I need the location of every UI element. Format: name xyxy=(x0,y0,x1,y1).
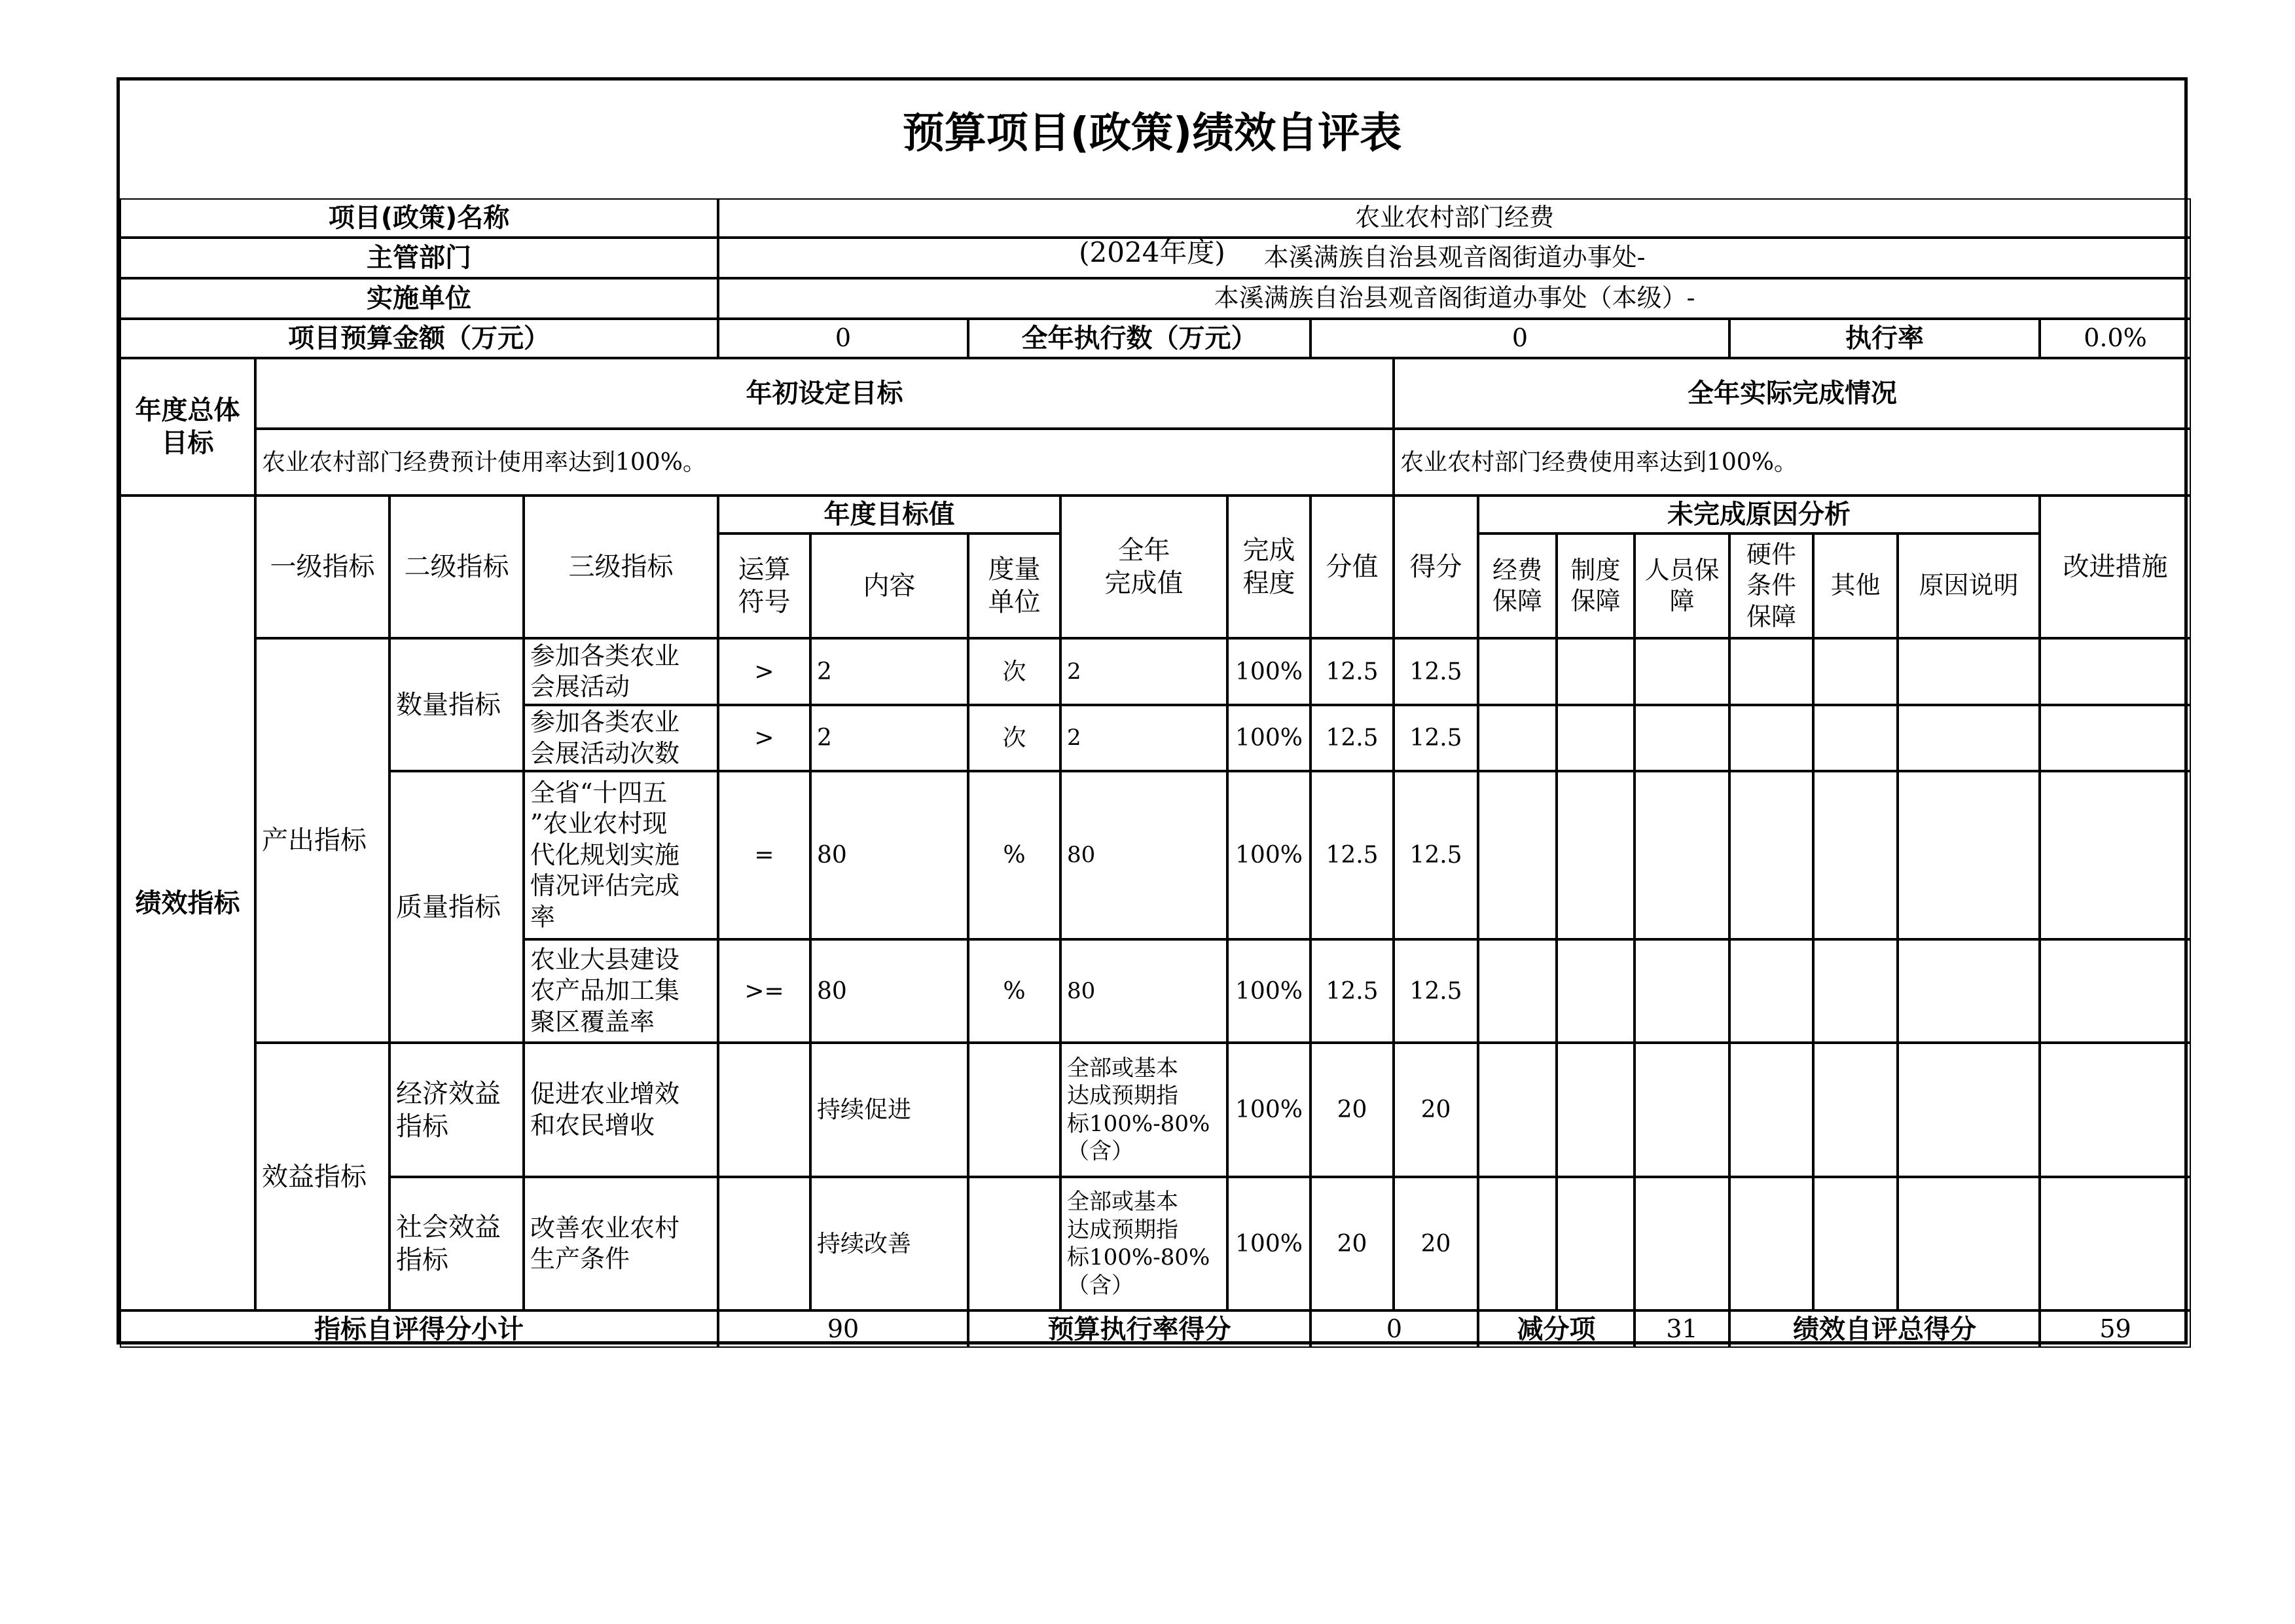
empty-cell xyxy=(1557,1177,1635,1310)
reason-other-header: 其他 xyxy=(1813,533,1898,638)
score-cell: 12.5 xyxy=(1394,638,1478,705)
execution-rate-label: 执行率 xyxy=(1729,319,2040,358)
empty-cell xyxy=(1813,1177,1898,1310)
completion-degree-cell: 100% xyxy=(1227,638,1310,705)
completion-degree-header: 完成 程度 xyxy=(1227,496,1310,638)
indicator-name: 参加各类农业 会展活动 xyxy=(524,638,718,705)
empty-cell xyxy=(1635,939,1729,1043)
quality-indicator-group: 质量指标 xyxy=(389,771,524,1043)
empty-cell xyxy=(1478,638,1557,705)
reason-system-header: 制度 保障 xyxy=(1557,533,1635,638)
empty-cell xyxy=(1557,1043,1635,1177)
quantity-indicator-group: 数量指标 xyxy=(389,638,524,771)
score-value-cell: 20 xyxy=(1310,1043,1394,1177)
unit-cell: 次 xyxy=(968,705,1060,771)
score-value-cell: 12.5 xyxy=(1310,939,1394,1043)
annual-goal-label: 年度总体 目标 xyxy=(120,358,255,496)
completion-degree-cell: 100% xyxy=(1227,705,1310,771)
page-title: 预算项目(政策)绩效自评表 xyxy=(902,109,1402,158)
target-content-cell: 2 xyxy=(810,638,968,705)
completion-degree-cell: 100% xyxy=(1227,1177,1310,1310)
empty-cell xyxy=(2040,638,2191,705)
empty-cell xyxy=(1635,1177,1729,1310)
empty-cell xyxy=(1729,1177,1813,1310)
score-cell: 20 xyxy=(1394,1177,1478,1310)
empty-cell xyxy=(1635,705,1729,771)
empty-cell xyxy=(1557,771,1635,939)
empty-cell xyxy=(2040,939,2191,1043)
budget-score-label: 预算执行率得分 xyxy=(968,1310,1310,1348)
empty-cell xyxy=(2040,705,2191,771)
unit-cell: % xyxy=(968,771,1060,939)
subtotal-label: 指标自评得分小计 xyxy=(120,1310,718,1348)
empty-cell xyxy=(2040,1043,2191,1177)
actual-value-cell: 全部或基本 达成预期指 标100%-80% （含） xyxy=(1060,1177,1227,1310)
empty-cell xyxy=(1635,1043,1729,1177)
empty-cell xyxy=(1898,705,2040,771)
score-cell: 12.5 xyxy=(1394,771,1478,939)
department-value: 本溪满族自治县观音阁街道办事处- xyxy=(718,238,2191,278)
page-subtitle: (2024年度) xyxy=(1079,236,1225,268)
indicator-name: 改善农业农村 生产条件 xyxy=(524,1177,718,1310)
empty-cell xyxy=(1478,1043,1557,1177)
empty-cell xyxy=(1478,771,1557,939)
operator-cell: > xyxy=(718,638,810,705)
unit-cell: % xyxy=(968,939,1060,1043)
project-name-value: 农业农村部门经费 xyxy=(718,198,2191,238)
target-content-cell: 80 xyxy=(810,939,968,1043)
empty-cell xyxy=(1478,705,1557,771)
initial-goal-header: 年初设定目标 xyxy=(255,358,1394,429)
empty-cell xyxy=(1813,771,1898,939)
annual-target-header: 年度目标值 xyxy=(718,496,1060,533)
score-header: 得分 xyxy=(1394,496,1478,638)
actual-value-header: 全年 完成值 xyxy=(1060,496,1227,638)
empty-cell xyxy=(1898,771,2040,939)
empty-cell xyxy=(1813,939,1898,1043)
indicator-name: 促进农业增效 和农民增收 xyxy=(524,1043,718,1177)
empty-cell xyxy=(2040,1177,2191,1310)
score-value-cell: 20 xyxy=(1310,1177,1394,1310)
actual-value-cell: 全部或基本 达成预期指 标100%-80% （含） xyxy=(1060,1043,1227,1177)
actual-completion-text: 农业农村部门经费使用率达到100%。 xyxy=(1394,429,2191,496)
score-value-cell: 12.5 xyxy=(1310,638,1394,705)
actual-completion-header: 全年实际完成情况 xyxy=(1394,358,2191,429)
execution-rate-value: 0.0% xyxy=(2040,319,2191,358)
execution-amount-label: 全年执行数（万元） xyxy=(968,319,1310,358)
actual-value-cell: 80 xyxy=(1060,939,1227,1043)
target-content-cell: 2 xyxy=(810,705,968,771)
deduction-label: 减分项 xyxy=(1478,1310,1635,1348)
empty-cell xyxy=(1557,705,1635,771)
operator-cell xyxy=(718,1043,810,1177)
empty-cell xyxy=(1898,1177,2040,1310)
empty-cell xyxy=(2040,771,2191,939)
score-value-header: 分值 xyxy=(1310,496,1394,638)
execution-amount-value: 0 xyxy=(1310,319,1729,358)
performance-indicator-label: 绩效指标 xyxy=(120,496,255,1310)
target-content-cell: 持续改善 xyxy=(810,1177,968,1310)
content-header: 内容 xyxy=(810,533,968,638)
total-score-value: 59 xyxy=(2040,1310,2191,1348)
unit-cell xyxy=(968,1177,1060,1310)
empty-cell xyxy=(1898,1043,2040,1177)
score-cell: 12.5 xyxy=(1394,705,1478,771)
level1-header: 一级指标 xyxy=(255,496,389,638)
indicator-name: 参加各类农业 会展活动次数 xyxy=(524,705,718,771)
empty-cell xyxy=(1813,705,1898,771)
reason-funding-header: 经费 保障 xyxy=(1478,533,1557,638)
social-indicator-group: 社会效益 指标 xyxy=(389,1177,524,1310)
empty-cell xyxy=(1729,1043,1813,1177)
empty-cell xyxy=(1729,705,1813,771)
benefit-indicator-group: 效益指标 xyxy=(255,1043,389,1310)
self-evaluation-table xyxy=(117,77,2188,1344)
deduction-value: 31 xyxy=(1635,1310,1729,1348)
empty-cell xyxy=(1898,638,2040,705)
empty-cell xyxy=(1635,771,1729,939)
empty-cell xyxy=(1557,939,1635,1043)
empty-cell xyxy=(1729,939,1813,1043)
completion-degree-cell: 100% xyxy=(1227,771,1310,939)
reason-analysis-header: 未完成原因分析 xyxy=(1478,496,2040,533)
empty-cell xyxy=(1478,1177,1557,1310)
empty-cell xyxy=(1813,1043,1898,1177)
project-name-label: 项目(政策)名称 xyxy=(120,198,718,238)
target-content-cell: 持续促进 xyxy=(810,1043,968,1177)
operator-cell: >= xyxy=(718,939,810,1043)
indicator-name: 农业大县建设 农产品加工集 聚区覆盖率 xyxy=(524,939,718,1043)
level2-header: 二级指标 xyxy=(389,496,524,638)
empty-cell xyxy=(1813,638,1898,705)
reason-hardware-header: 硬件 条件 保障 xyxy=(1729,533,1813,638)
budget-score-value: 0 xyxy=(1310,1310,1478,1348)
budget-amount-value: 0 xyxy=(718,319,968,358)
level3-header: 三级指标 xyxy=(524,496,718,638)
operator-header: 运算 符号 xyxy=(718,533,810,638)
empty-cell xyxy=(1478,939,1557,1043)
budget-amount-label: 项目预算金额（万元） xyxy=(120,319,718,358)
empty-cell xyxy=(1729,771,1813,939)
empty-cell xyxy=(1557,638,1635,705)
operator-cell: = xyxy=(718,771,810,939)
improvement-header: 改进措施 xyxy=(2040,496,2191,638)
target-content-cell: 80 xyxy=(810,771,968,939)
score-value-cell: 12.5 xyxy=(1310,771,1394,939)
indicator-name: 全省“十四五 ”农业农村现 代化规划实施 情况评估完成 率 xyxy=(524,771,718,939)
unit-cell: 次 xyxy=(968,638,1060,705)
implementing-unit-value: 本溪满族自治县观音阁街道办事处（本级）- xyxy=(718,278,2191,319)
completion-degree-cell: 100% xyxy=(1227,939,1310,1043)
completion-degree-cell: 100% xyxy=(1227,1043,1310,1177)
department-label: 主管部门 xyxy=(120,238,718,278)
total-score-label: 绩效自评总得分 xyxy=(1729,1310,2040,1348)
actual-value-cell: 2 xyxy=(1060,638,1227,705)
score-cell: 20 xyxy=(1394,1043,1478,1177)
implementing-unit-label: 实施单位 xyxy=(120,278,718,319)
reason-staff-header: 人员保 障 xyxy=(1635,533,1729,638)
operator-cell: > xyxy=(718,705,810,771)
subtotal-value: 90 xyxy=(718,1310,968,1348)
empty-cell xyxy=(1729,638,1813,705)
score-cell: 12.5 xyxy=(1394,939,1478,1043)
score-value-cell: 12.5 xyxy=(1310,705,1394,771)
reason-explain-header: 原因说明 xyxy=(1898,533,2040,638)
actual-value-cell: 80 xyxy=(1060,771,1227,939)
actual-value-cell: 2 xyxy=(1060,705,1227,771)
empty-cell xyxy=(1635,638,1729,705)
unit-header: 度量 单位 xyxy=(968,533,1060,638)
unit-cell xyxy=(968,1043,1060,1177)
operator-cell xyxy=(718,1177,810,1310)
initial-goal-text: 农业农村部门经费预计使用率达到100%。 xyxy=(255,429,1394,496)
output-indicator-group: 产出指标 xyxy=(255,638,389,1043)
empty-cell xyxy=(1898,939,2040,1043)
economic-indicator-group: 经济效益 指标 xyxy=(389,1043,524,1177)
